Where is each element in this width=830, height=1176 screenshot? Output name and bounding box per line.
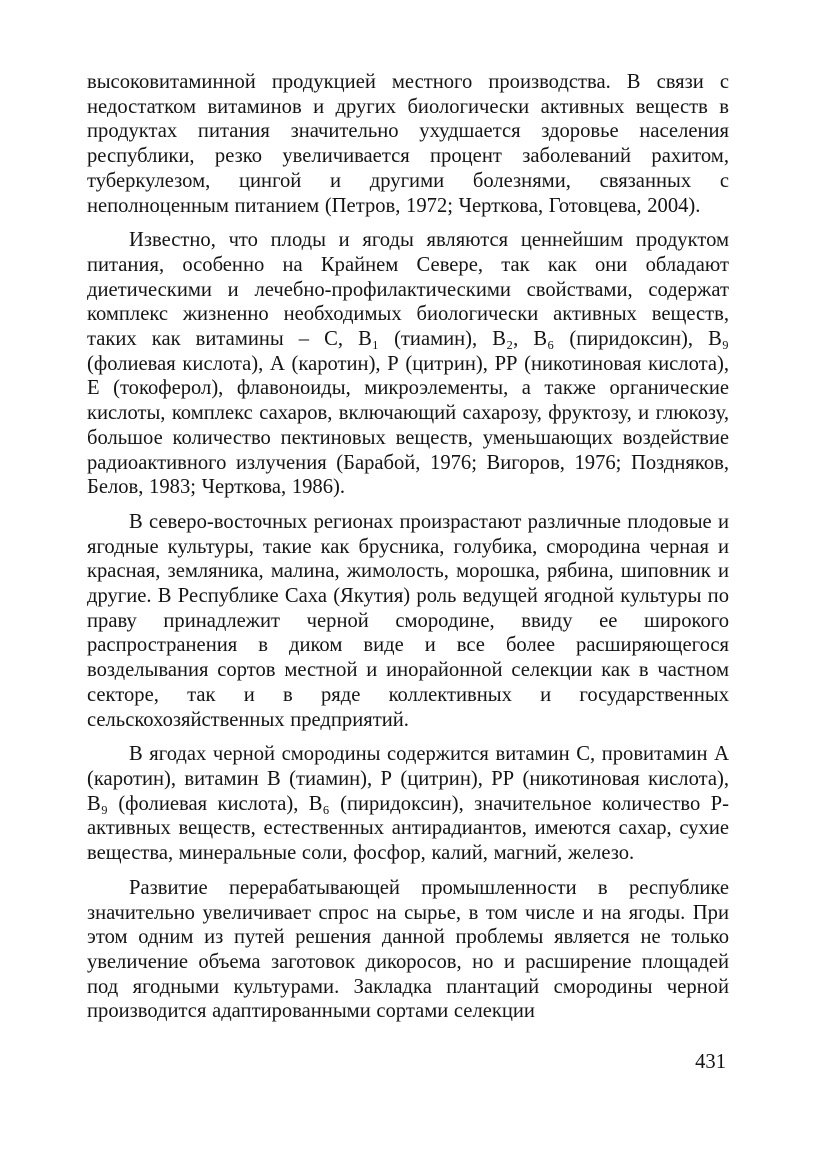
paragraph-1: высоковитаминной продукцией местного производства. В связи с недостатком витаминов и других биологически активных веществ в продуктах питания значительно ухудшается здоровье населения республики, резко увеличивается процент заболеваний рахитом, туберкулезом, цингой и другими болезнями, связанных с неполноценным питанием (Петров, 1972; Черткова, Готовцева, 2004). [87,71,729,217]
paragraph-3: В северо-восточных регионах произрастают различные плодовые и ягодные культуры, такие как брусника, голубика, смородина черная и красная, земляника, малина, жимолость, морошка, рябина, шиповник и другие. В Республике Саха (Якутия) роль ведущей ягодной культуры по праву принадлежит черной смородине, ввиду ее широкого распространения в диком виде и все более расширяющегося возделывания сортов местной и инорайонной селекции как в частном секторе, так и в ряде коллективных и государственных сельскохозяйственных предприятий. [87,510,729,731]
paragraph-4: В ягодах черной смородины содержится витамин С, провитамин А (каротин), витамин В (тиамин), Р (цитрин), РР (никотиновая кислота), B₉ (фолиевая кислота), B₆ (пиридоксин), значительное количество Р-активных веществ, естественных антирадиантов, имеются сахар, сухие вещества, минеральные соли, фосфор, калий, магний, железо. [87,743,729,865]
paragraph-5: Развитие перерабатывающей промышленности в республике значительно увеличивает спрос на сырье, в том числе и на ягоды. При этом одним из путей решения данной проблемы является не только увеличение объема заготовок дикоросов, но и расширение площадей под ягодными культурами. Закладка плантаций смородины черной производится адаптированными сортами селекции [87,876,729,1023]
page-number: 431 [695,1051,726,1073]
paragraph-2: Известно, что плоды и ягоды являются ценнейшим продуктом питания, особенно на Крайнем Севере, так как они обладают диетическими и лечебно-профилактическими свойствами, содержат комплекс жизненно необходимых биологически активных веществ, таких как витамины – С, B₁ (тиамин), B₂, B₆ (пиридоксин), B₉ (фолиевая кислота), А (каротин), Р (цитрин), РР (никотиновая кислота), Е (токоферол), флавоноиды, микроэлементы, а также органические кислоты, комплекс сахаров, включающий сахарозу, фруктозу, и глюкозу, большое количество пектиновых веществ, уменьшающих воздействие радиоактивного излучения (Барабой, 1976; Вигоров, 1976; Поздняков, Белов, 1983; Черткова, 1986). [87,229,729,499]
page-body [87,70,729,1024]
